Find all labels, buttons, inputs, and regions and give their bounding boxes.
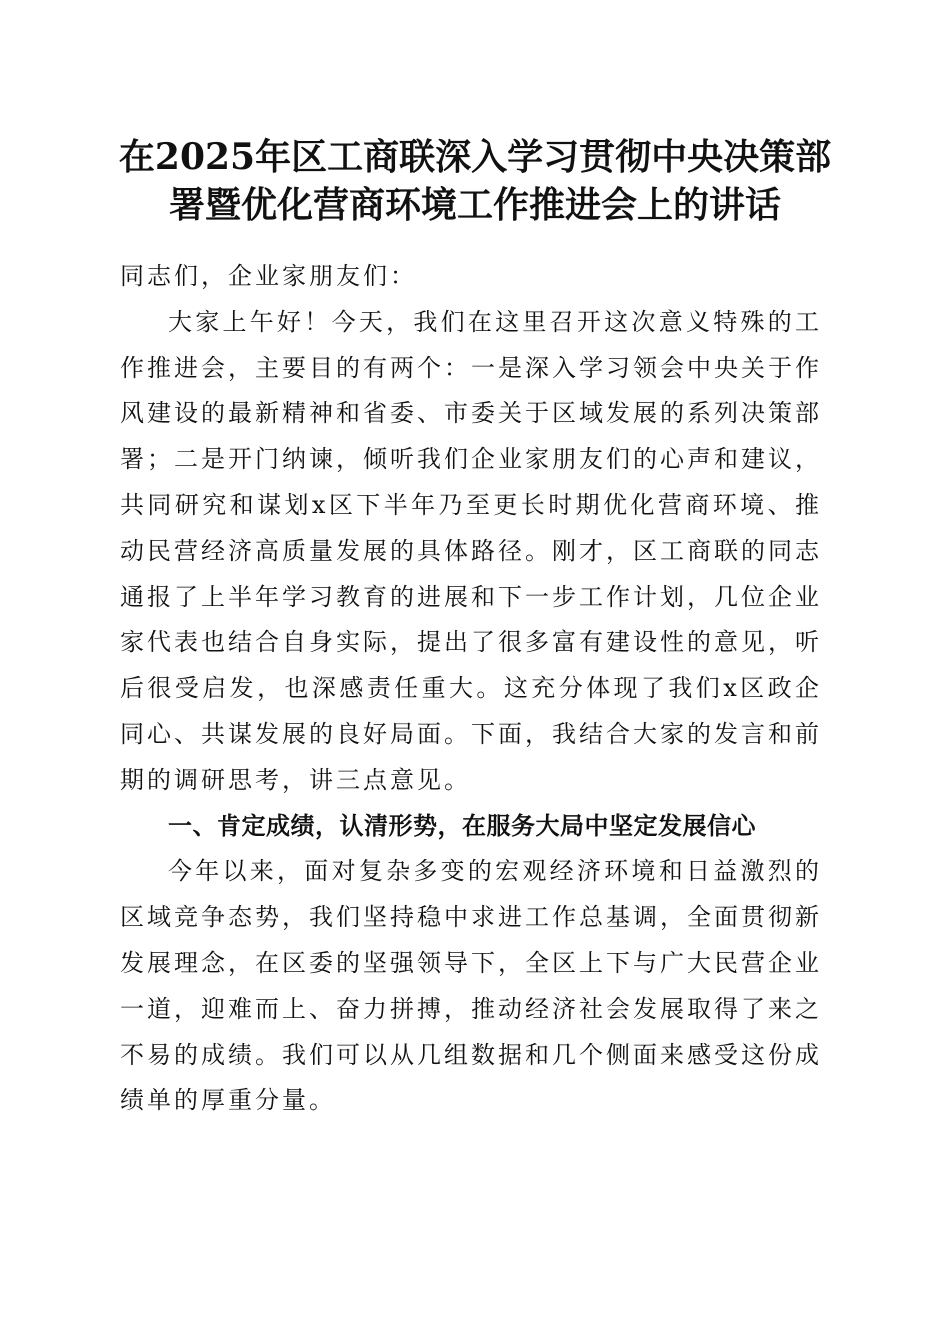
- paragraph-opening: 大家上午好！今天，我们在这里召开这次意义特殊的工作推进会，主要目的有两个：一是深入学习领会中央关于作风建设的最新精神和省委、市委关于区域发展的系列决策部署；二是开门纳谏，倾听我们企业家朋友们的心声和建议，共同研究和谋划x区下半年乃至更长时期优化营商环境、推动民营经济高质量发展的具体路径。刚才，区工商联的同志通报了上半年学习教育的进展和下一步工作计划，几位企业家代表也结合自身实际，提出了很多富有建设性的意见，听后很受启发，也深感责任重大。这充分体现了我们x区政企同心、共谋发展的良好局面。下面，我结合大家的发言和前期的调研思考，讲三点意见。: [120, 307, 822, 794]
- salutation: 同志们，企业家朋友们：: [120, 262, 417, 290]
- section-heading-1: 一、肯定成绩，认清形势，在服务大局中坚定发展信心: [168, 811, 756, 840]
- document-title: [100, 133, 850, 229]
- paragraph-section-1: 今年以来，面对复杂多变的宏观经济环境和日益激烈的区域竞争态势，我们坚持稳中求进工作总基调，全面贯彻新发展理念，在区委的坚强领导下，全区上下与广大民营企业一道，迎难而上、奋力拼搏，推动经济社会发展取得了来之不易的成绩。我们可以从几组数据和几个侧面来感受这份成绩单的厚重分量。: [120, 857, 822, 1115]
- title-line-1: 在2025年区工商联深入学习贯彻中央决策部: [118, 136, 832, 178]
- title-line-2: 署暨优化营商环境工作推进会上的讲话: [168, 184, 781, 226]
- document-body: [120, 254, 822, 1124]
